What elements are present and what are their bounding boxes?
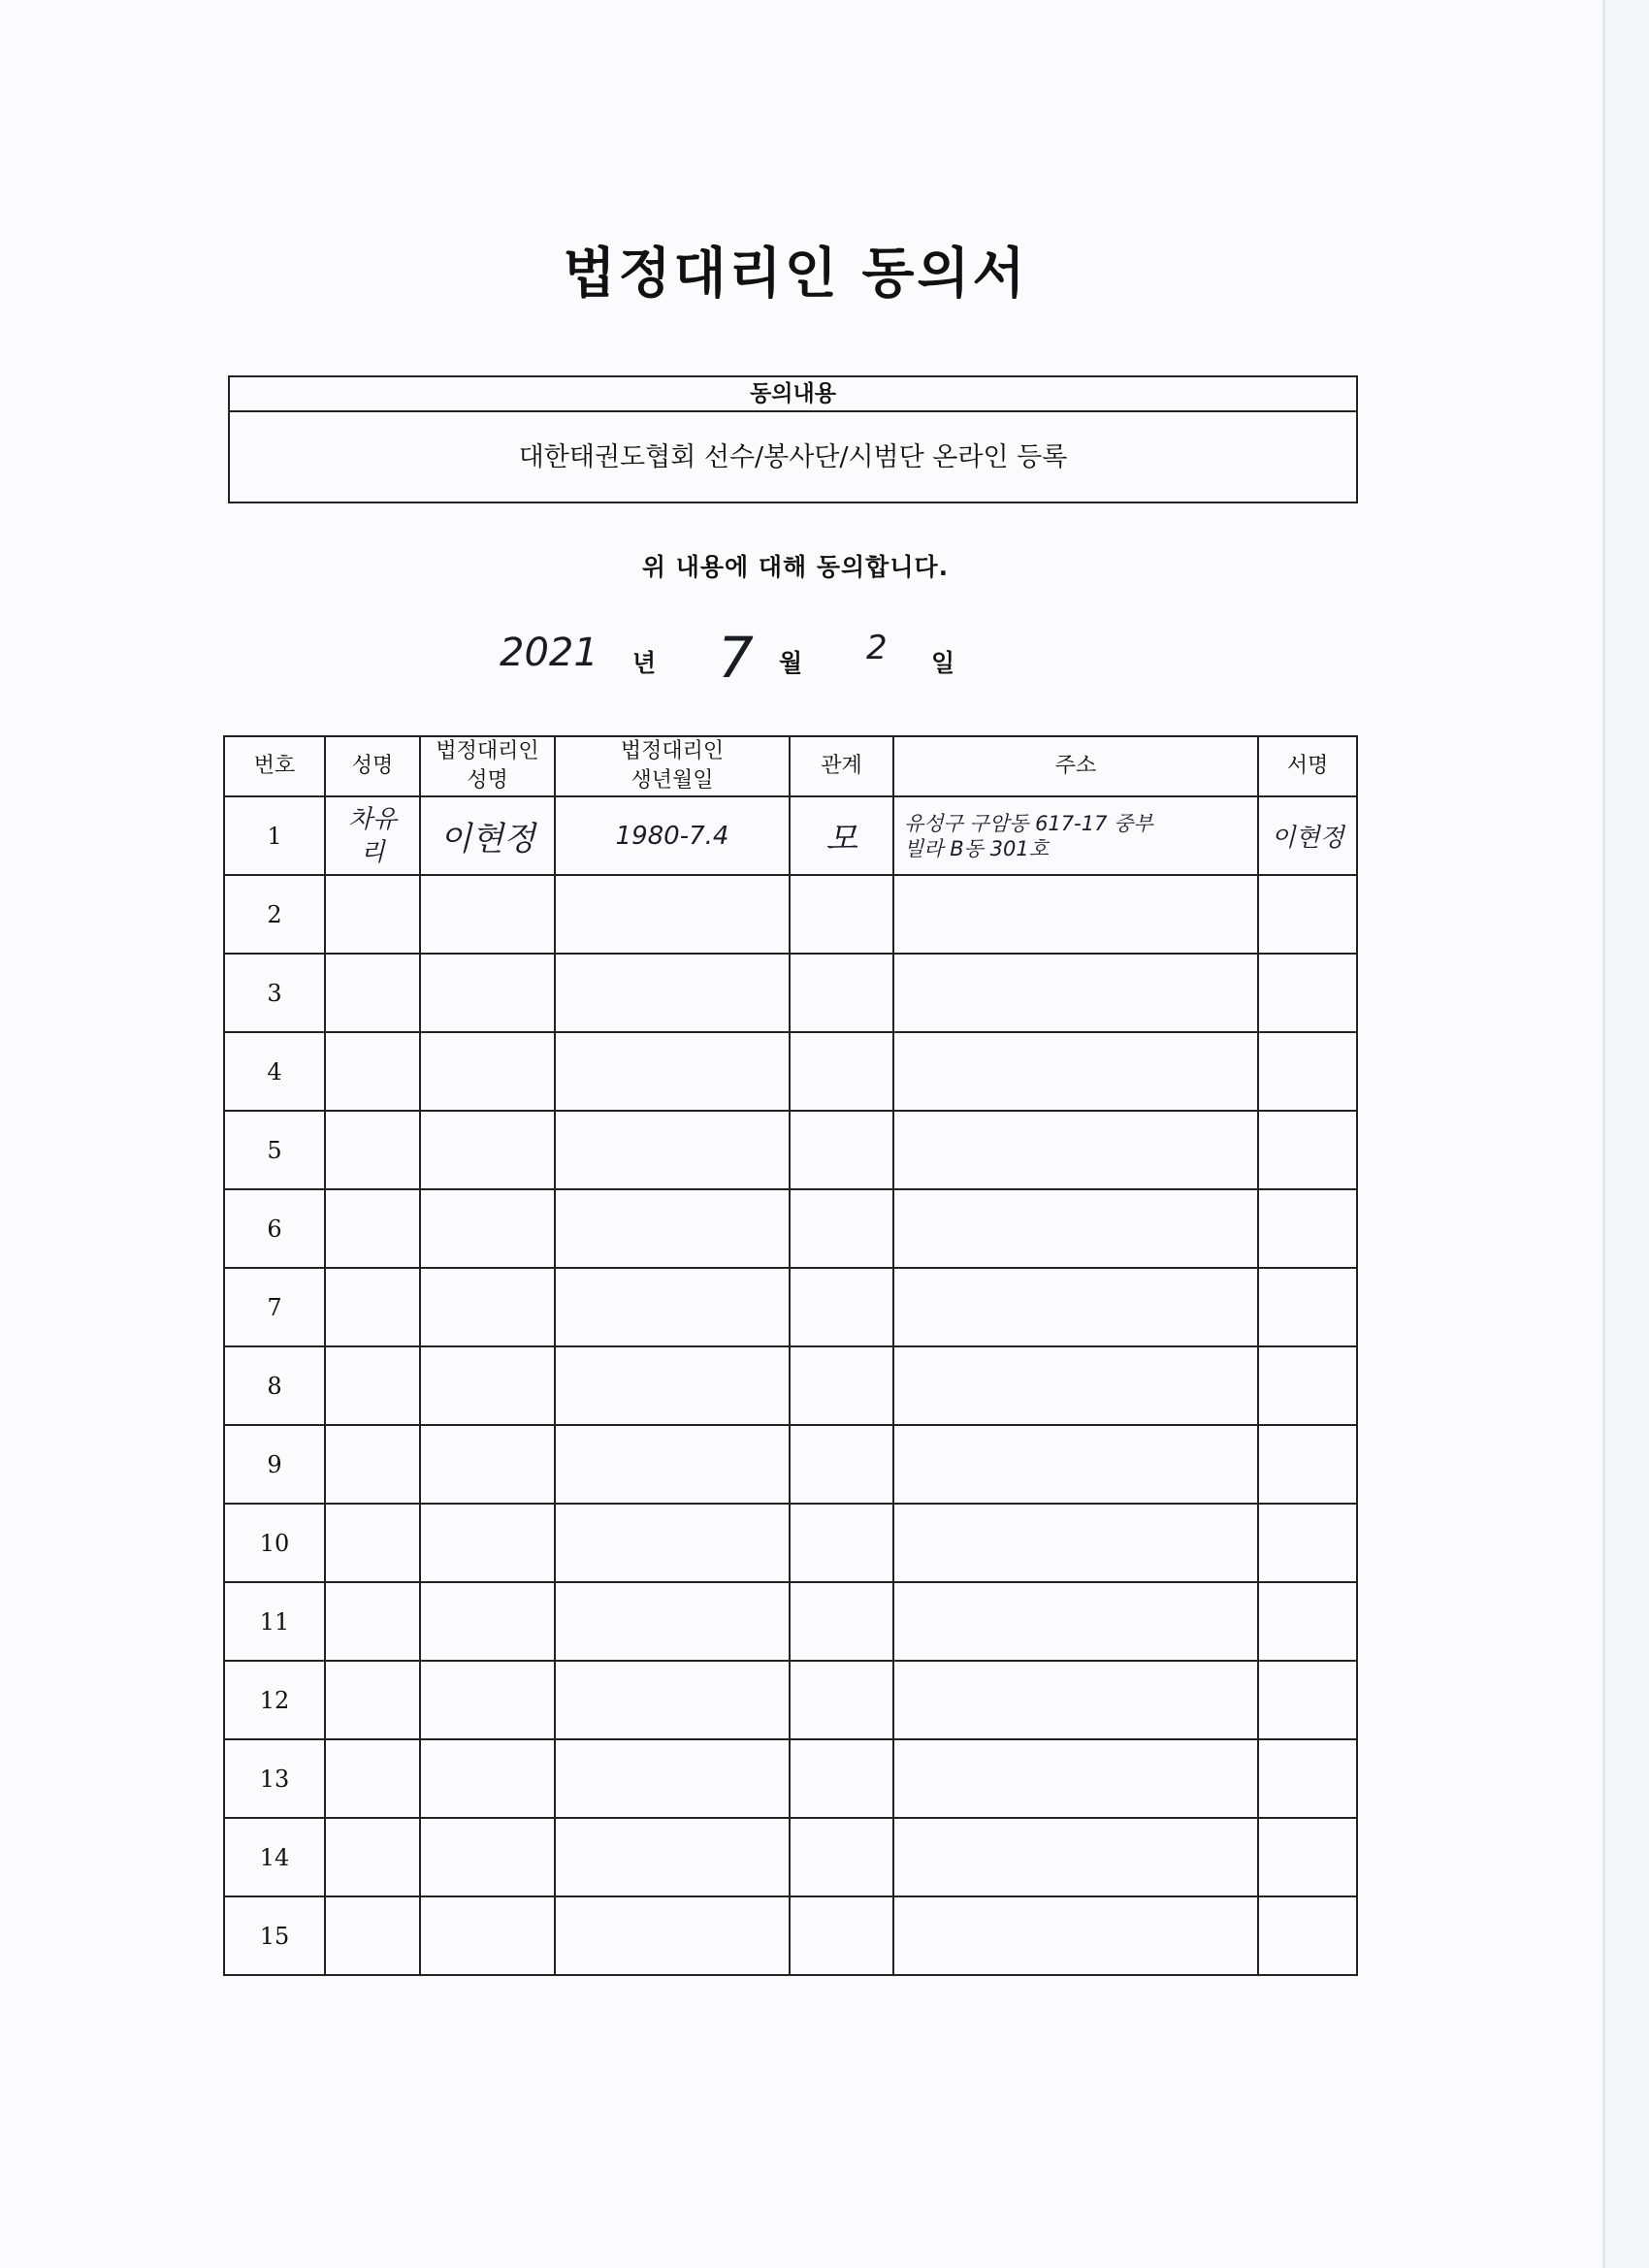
table-row: [224, 1111, 1357, 1189]
cell-guardian-birth: [555, 1661, 790, 1739]
table-row: [224, 1032, 1357, 1111]
table-header-row: [224, 736, 1357, 796]
cell-guardian-birth: [555, 1346, 790, 1425]
cell-name: [325, 1818, 420, 1896]
cell-name: [325, 954, 420, 1032]
cell-guardian-name: [420, 1582, 555, 1661]
cell-relation: [790, 1425, 893, 1504]
cell-guardian-birth: [555, 875, 790, 954]
cell-relation: [790, 1504, 893, 1582]
date-line: [0, 621, 1649, 698]
table-row: [224, 1346, 1357, 1425]
table-row: [224, 1189, 1357, 1268]
cell-guardian-name: [420, 1504, 555, 1582]
cell-guardian-birth: [555, 1425, 790, 1504]
cell-no: 6: [224, 1189, 325, 1268]
cell-no: 11: [224, 1582, 325, 1661]
cell-relation: [790, 1661, 893, 1739]
consent-body: 대한태권도협회 선수/봉사단/시범단 온라인 등록: [518, 442, 1068, 472]
cell-guardian-birth: [555, 1818, 790, 1896]
cell-relation: 모: [790, 796, 893, 875]
header-address: 주소: [893, 736, 1258, 796]
guardian-roster-table: [223, 735, 1358, 1976]
cell-address: 유성구 구암동 617-17 중부 빌라 B동 301호: [893, 796, 1258, 875]
cell-name: [325, 1582, 420, 1661]
cell-relation: [790, 1582, 893, 1661]
cell-guardian-name: [420, 1268, 555, 1346]
cell-no: 2: [224, 875, 325, 954]
cell-guardian-name: 이현정: [420, 796, 555, 875]
date-year-handwritten: 2021: [500, 631, 598, 675]
cell-signature: [1258, 875, 1357, 954]
cell-name: [325, 1268, 420, 1346]
cell-guardian-birth: [555, 954, 790, 1032]
cell-no: 12: [224, 1661, 325, 1739]
cell-no: 7: [224, 1268, 325, 1346]
table-row: [224, 1425, 1357, 1504]
cell-guardian-name: [420, 1661, 555, 1739]
cell-address: [893, 1818, 1258, 1896]
cell-signature: [1258, 1111, 1357, 1189]
cell-guardian-birth: [555, 1582, 790, 1661]
cell-name: [325, 1896, 420, 1975]
cell-address: [893, 875, 1258, 954]
cell-guardian-name: [420, 1896, 555, 1975]
table-row: [224, 1661, 1357, 1739]
cell-relation: [790, 1032, 893, 1111]
table-row: [224, 1268, 1357, 1346]
cell-guardian-name: [420, 875, 555, 954]
cell-name: [325, 1739, 420, 1818]
cell-guardian-birth: [555, 1189, 790, 1268]
cell-guardian-name: [420, 954, 555, 1032]
cell-relation: [790, 1346, 893, 1425]
table-row: [224, 1504, 1357, 1582]
cell-name: 차유 리: [325, 796, 420, 875]
cell-name: [325, 875, 420, 954]
cell-address: [893, 1032, 1258, 1111]
cell-relation: [790, 1189, 893, 1268]
cell-guardian-birth: 1980-7.4: [555, 796, 790, 875]
cell-name: [325, 1661, 420, 1739]
cell-address: [893, 1111, 1258, 1189]
cell-guardian-birth: [555, 1111, 790, 1189]
cell-guardian-birth: [555, 1896, 790, 1975]
header-relation: 관계: [790, 736, 893, 796]
cell-address: [893, 954, 1258, 1032]
cell-guardian-name: [420, 1032, 555, 1111]
cell-no: 1: [224, 796, 325, 875]
cell-no: 10: [224, 1504, 325, 1582]
table-row: [224, 1896, 1357, 1975]
cell-signature: [1258, 1268, 1357, 1346]
cell-name: [325, 1504, 420, 1582]
cell-signature: [1258, 954, 1357, 1032]
cell-signature: [1258, 1032, 1357, 1111]
cell-relation: [790, 875, 893, 954]
cell-no: 13: [224, 1739, 325, 1818]
cell-no: 8: [224, 1346, 325, 1425]
cell-relation: [790, 1111, 893, 1189]
cell-guardian-birth: [555, 1268, 790, 1346]
cell-relation: [790, 1818, 893, 1896]
cell-signature: [1258, 1661, 1357, 1739]
table-row: [224, 954, 1357, 1032]
cell-address: [893, 1504, 1258, 1582]
cell-guardian-name: [420, 1111, 555, 1189]
cell-signature: 이현정: [1258, 796, 1357, 875]
cell-address: [893, 1582, 1258, 1661]
header-no: 번호: [224, 736, 325, 796]
cell-guardian-name: [420, 1818, 555, 1896]
cell-signature: [1258, 1739, 1357, 1818]
cell-name: [325, 1111, 420, 1189]
cell-guardian-name: [420, 1425, 555, 1504]
cell-guardian-birth: [555, 1504, 790, 1582]
table-row: [224, 1818, 1357, 1896]
cell-signature: [1258, 1896, 1357, 1975]
header-guardian-name: 법정대리인 성명: [420, 736, 555, 796]
cell-signature: [1258, 1582, 1357, 1661]
cell-guardian-name: [420, 1346, 555, 1425]
cell-no: 9: [224, 1425, 325, 1504]
date-month-handwritten: 7: [718, 625, 754, 691]
date-day-handwritten: 2: [866, 629, 888, 667]
cell-name: [325, 1032, 420, 1111]
cell-name: [325, 1346, 420, 1425]
cell-address: [893, 1739, 1258, 1818]
header-name: 성명: [325, 736, 420, 796]
consent-header: 동의내용: [230, 377, 1356, 412]
cell-relation: [790, 1739, 893, 1818]
date-day-unit: 일: [931, 649, 955, 677]
date-month-unit: 월: [779, 649, 803, 677]
header-guardian-birth: 법정대리인 생년월일: [555, 736, 790, 796]
cell-address: [893, 1189, 1258, 1268]
cell-signature: [1258, 1504, 1357, 1582]
header-signature: 서명: [1258, 736, 1357, 796]
cell-address: [893, 1896, 1258, 1975]
cell-guardian-name: [420, 1739, 555, 1818]
cell-name: [325, 1425, 420, 1504]
cell-signature: [1258, 1189, 1357, 1268]
cell-no: 14: [224, 1818, 325, 1896]
agree-statement: 위 내용에 대해 동의합니다.: [641, 553, 950, 581]
cell-relation: [790, 1896, 893, 1975]
table-row: [224, 796, 1357, 875]
cell-relation: [790, 1268, 893, 1346]
date-year-unit: 년: [632, 649, 657, 677]
cell-guardian-name: [420, 1189, 555, 1268]
table-row: [224, 1582, 1357, 1661]
table-row: [224, 1739, 1357, 1818]
cell-guardian-birth: [555, 1739, 790, 1818]
cell-signature: [1258, 1425, 1357, 1504]
cell-address: [893, 1661, 1258, 1739]
cell-no: 5: [224, 1111, 325, 1189]
cell-signature: [1258, 1818, 1357, 1896]
consent-box: [228, 375, 1358, 503]
cell-signature: [1258, 1346, 1357, 1425]
cell-name: [325, 1189, 420, 1268]
cell-address: [893, 1346, 1258, 1425]
cell-guardian-birth: [555, 1032, 790, 1111]
cell-relation: [790, 954, 893, 1032]
cell-no: 3: [224, 954, 325, 1032]
cell-no: 4: [224, 1032, 325, 1111]
table-row: [224, 875, 1357, 954]
cell-no: 15: [224, 1896, 325, 1975]
cell-address: [893, 1268, 1258, 1346]
document-title: 법정대리인 동의서: [563, 242, 1028, 306]
cell-address: [893, 1425, 1258, 1504]
